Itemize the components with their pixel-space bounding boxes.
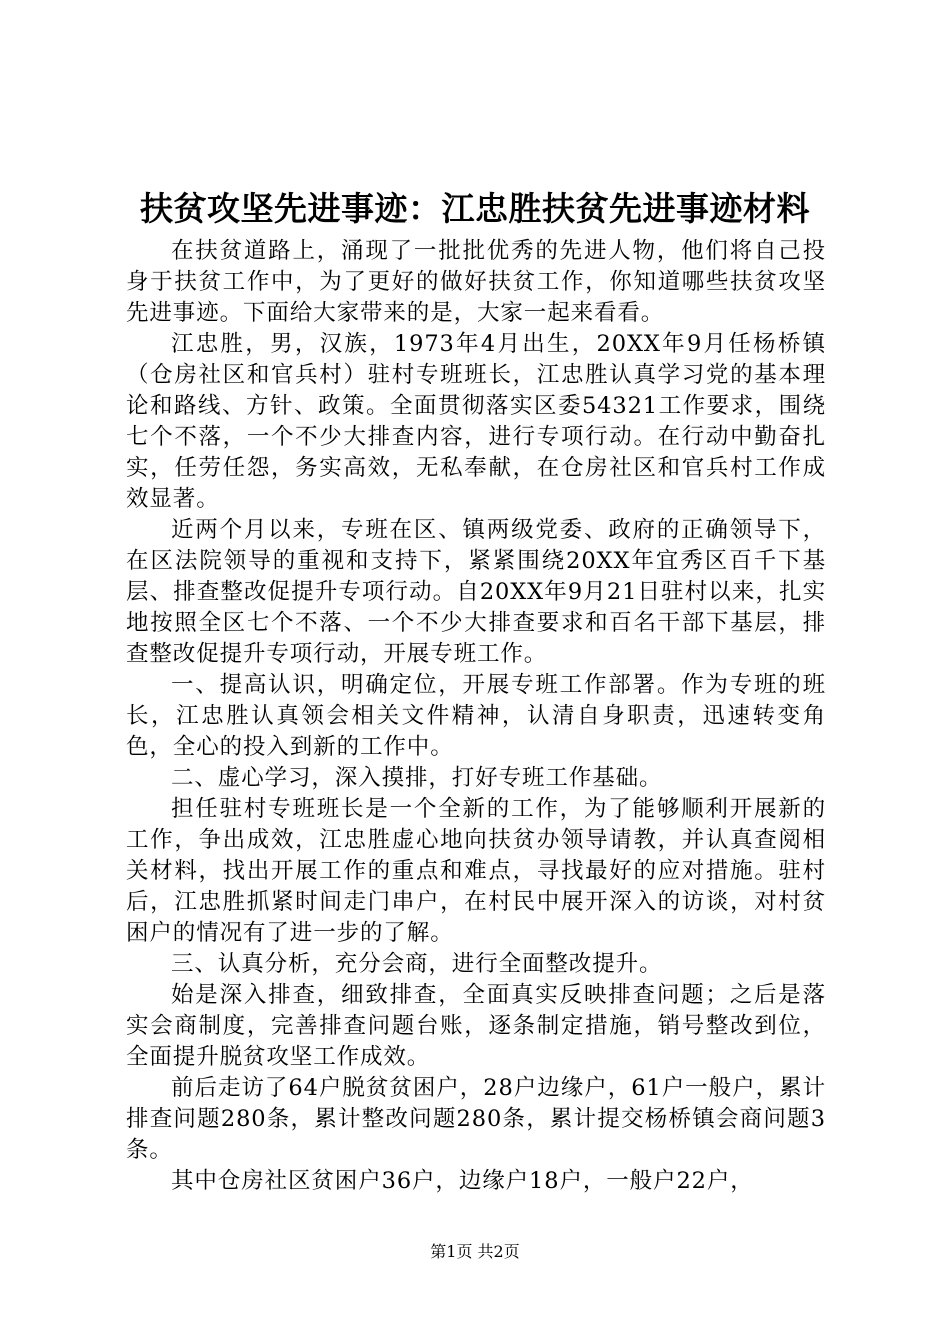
paragraph: 二、虚心学习，深入摸排，打好专班工作基础。 <box>171 765 663 791</box>
paragraph: 江忠胜，男，汉族，1973年4月出生，20XX年9月任杨桥镇（仓房社区和官兵村）驻村专班班长，江忠胜认真学习党的基本理论和路线、方针、政策。全面贯彻落实区委54321工作要求，围绕七个不落，一个不少大排查内容，进行专项行动。在行动中勤奋扎实，任劳任怨，务实高效，无私奉献，在仓房社区和官兵村工作成效显著。 <box>126 331 826 512</box>
paragraph: 始是深入排查，细致排查，全面真实反映排查问题；之后是落实会商制度，完善排查问题台账，逐条制定措施，销号整改到位，全面提升脱贫攻坚工作成效。 <box>126 982 826 1070</box>
paragraph: 其中仓房社区贫困户36户，边缘户18户，一般户22户， <box>171 1168 754 1194</box>
paragraph: 近两个月以来，专班在区、镇两级党委、政府的正确领导下，在区法院领导的重视和支持下，紧紧围绕20XX年宜秀区百千下基层、排查整改促提升专项行动。自20XX年9月21日驻村以来，扎实地按照全区七个不落、一个不少大排查要求和百名干部下基层，排查整改促提升专项行动，开展专班工作。 <box>126 517 826 667</box>
paragraph: 三、认真分析，充分会商，进行全面整改提升。 <box>171 951 663 977</box>
paragraph: 担任驻村专班班长是一个全新的工作，为了能够顺利开展新的工作，争出成效，江忠胜虚心地向扶贫办领导请教，并认真查阅相关材料，找出开展工作的重点和难点，寻找最好的应对措施。驻村后，江忠胜抓紧时间走门串户，在村民中展开深入的访谈，对村贫困户的情况有了进一步的了解。 <box>126 796 826 946</box>
document-body <box>126 236 826 1197</box>
paragraph: 一、提高认识，明确定位，开展专班工作部署。作为专班的班长，江忠胜认真领会相关文件精神，认清自身职责，迅速转变角色，全心的投入到新的工作中。 <box>126 672 826 760</box>
paragraph: 在扶贫道路上，涌现了一批批优秀的先进人物，他们将自己投身于扶贫工作中，为了更好的做好扶贫工作，你知道哪些扶贫攻坚先进事迹。下面给大家带来的是，大家一起来看看。 <box>126 238 826 326</box>
document-title: 扶贫攻坚先进事迹：江忠胜扶贫先进事迹材料 <box>140 189 810 228</box>
paragraph: 前后走访了64户脱贫贫困户，28户边缘户，61户一般户，累计排查问题280条，累计整改问题280条，累计提交杨桥镇会商问题3条。 <box>126 1075 826 1163</box>
page-number-footer: 第1页 共2页 <box>430 1242 520 1261</box>
